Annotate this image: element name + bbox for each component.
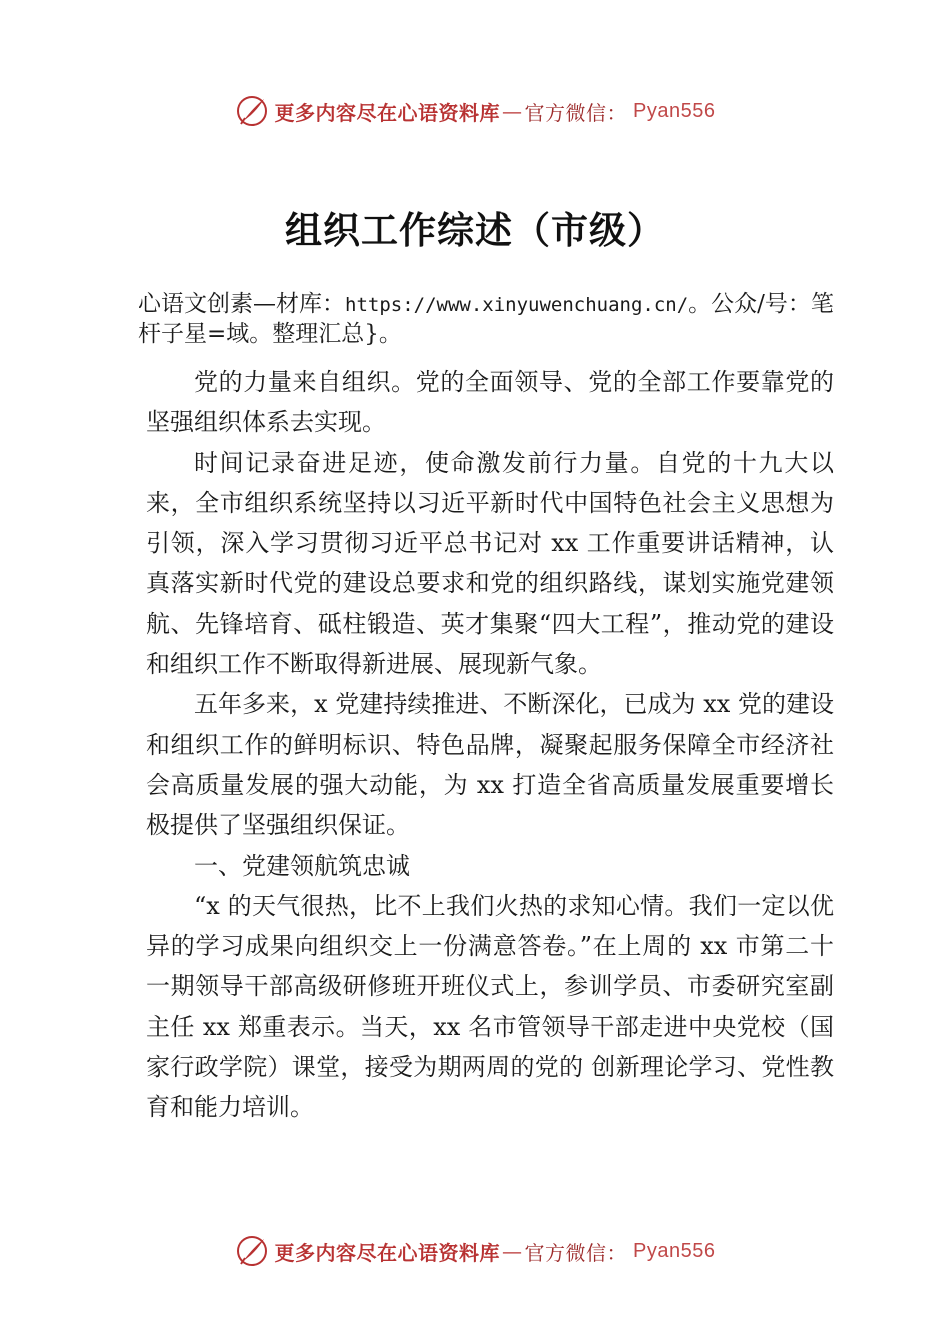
- header-banner: [0, 94, 950, 128]
- footer-banner: [0, 1234, 950, 1268]
- banner-wechat-id: Pyan556: [633, 99, 716, 122]
- banner-dash: —: [502, 1239, 523, 1263]
- banner-lead-text: 更多内容尽在心语资料库: [274, 100, 501, 125]
- source-url: https://www.xinyuwenchuang.cn/: [345, 294, 689, 316]
- source-suffix: 。公众/号：笔杆子星=域。整理汇总}。: [138, 291, 834, 347]
- paragraph: “x 的天气很热，比不上我们火热的求知心情。我们一定以优异的学习成果向组织交上一份满意答卷。”在上周的 xx 市第二十一期领导干部高级研修班开班仪式上，参训学员、市委研究室副主任 xx 郑重表示。当天，xx 名市管领导干部走进中央党校（国家行政学院）课堂，接受为期两周的党的 创新理论学习、党性教育和能力培训。: [146, 891, 834, 1122]
- paragraph: 党的力量来自组织。党的全面领导、党的全部工作要靠党的坚强组织体系去实现。: [146, 368, 834, 437]
- banner-wechat-label: 官方微信：: [524, 100, 628, 125]
- paragraph: 时间记录奋进足迹，使命激发前行力量。自党的十九大以来，全市组织系统坚持以习近平新时代中国特色社会主义思想为引领，深入学习贯彻习近平总书记对 xx 工作重要讲话精神，认真落实新时代党的建设总要求和党的组织路线，谋划实施党建领航、先锋培育、砥柱锻造、英才集聚“四大工程”，推动党的建设和组织工作不断取得新进展、展现新气象。: [146, 448, 834, 679]
- document-body: [146, 362, 834, 1128]
- source-prefix: 心语文创素—材库：: [138, 291, 345, 317]
- document-title: 组织工作综述（市级）: [285, 208, 665, 252]
- section-heading: 一、党建领航筑忠诚: [194, 851, 410, 880]
- banner-dash: —: [502, 99, 523, 123]
- quill-pen-icon: [235, 1234, 269, 1268]
- banner-wechat-label: 官方微信：: [524, 1240, 628, 1265]
- quill-pen-icon: [235, 94, 269, 128]
- banner-wechat-id: Pyan556: [633, 1239, 716, 1262]
- source-note: [138, 290, 838, 349]
- paragraph: 五年多来，x 党建持续推进、不断深化，已成为 xx 党的建设和组织工作的鲜明标识、特色品牌，凝聚起服务保障全市经济社会高质量发展的强大动能，为 xx 打造全省高质量发展重要增长极提供了坚强组织保证。: [146, 690, 834, 840]
- banner-lead-text: 更多内容尽在心语资料库: [274, 1240, 501, 1265]
